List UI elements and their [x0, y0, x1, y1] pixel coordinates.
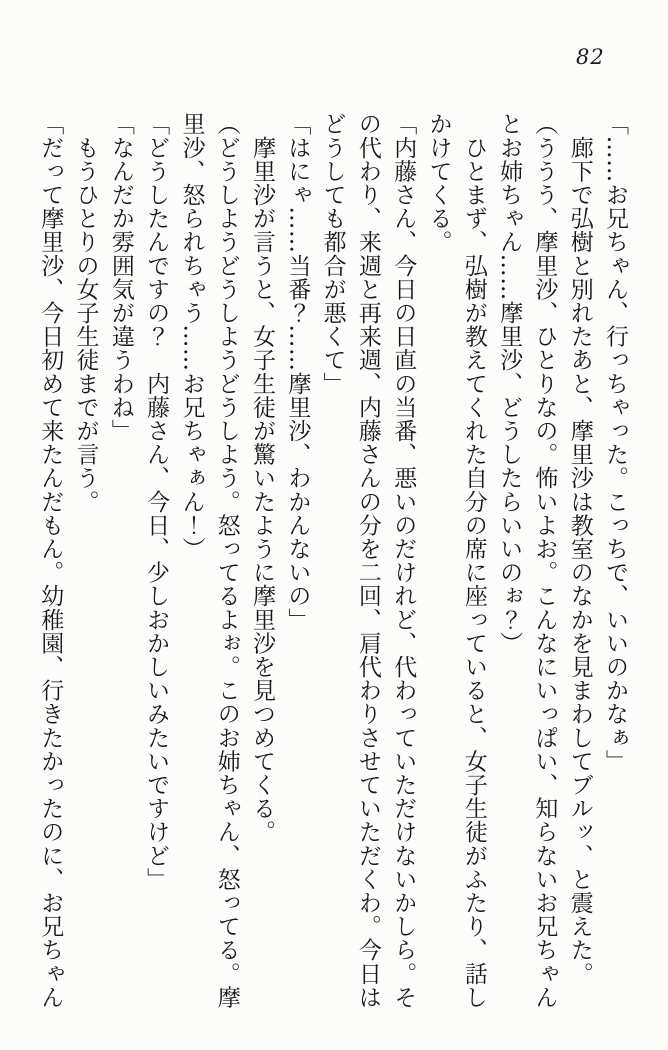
text-line: 里沙、怒られちゃう……お兄ちゃぁん！） — [178, 112, 205, 561]
text-line: 廊下で弘樹と別れたあと、摩里沙は教室のなかを見まわしてブルッ、と震えた。 — [566, 112, 593, 986]
text-line: もうひとりの女子生徒までが言う。 — [72, 112, 99, 514]
text-line: ひとまず、弘樹が教えてくれた自分の席に座っていると、女子生徒がふたり、話し — [460, 112, 487, 1009]
text-line: の代わり、来週と再来週、内藤さんの分を二回、肩代わりさせていただくわ。今日は — [354, 112, 381, 1009]
text-line: 「なんだか雰囲気が違うわね」 — [107, 112, 134, 443]
text-line: 「内藤さん、今日の日直の当番、悪いのだけれど、代わっていただけないかしら。そ — [390, 112, 417, 1009]
text-line: （どうしようどうしようどうしよう。怒ってるよぉ。このお姉ちゃん、怒ってる。摩 — [213, 112, 240, 1009]
text-line: 摩里沙が言うと、女子生徒が驚いたように摩里沙を見つめてくる。 — [249, 112, 276, 844]
text-line: （ううう、摩里沙、ひとりなの。怖いよお。こんなにいっぱい、知らないお兄ちゃん — [531, 112, 558, 1009]
text-line: 「はにゃ……当番？……摩里沙、わかんないの」 — [284, 112, 311, 632]
text-line: どうしても都合が悪くて」 — [319, 112, 346, 396]
text-line: 「だって摩里沙、今日初めて来たんだもん。幼稚園、行きたかったのに、お兄ちゃん — [37, 112, 64, 1009]
text-line: 「……お兄ちゃん、行っちゃった。こっちで、いいのかなぁ」 — [602, 112, 628, 773]
text-line: 「どうしたんですの？ 内藤さん、今日、少しおかしいみたいですけど」 — [143, 112, 170, 891]
text-line: とお姉ちゃん……摩里沙、どうしたらいいのぉ？） — [496, 112, 523, 655]
page-number: 82 — [576, 45, 605, 69]
text-line: かけてくる。 — [425, 112, 452, 254]
vertical-text-area — [31, 112, 632, 1047]
